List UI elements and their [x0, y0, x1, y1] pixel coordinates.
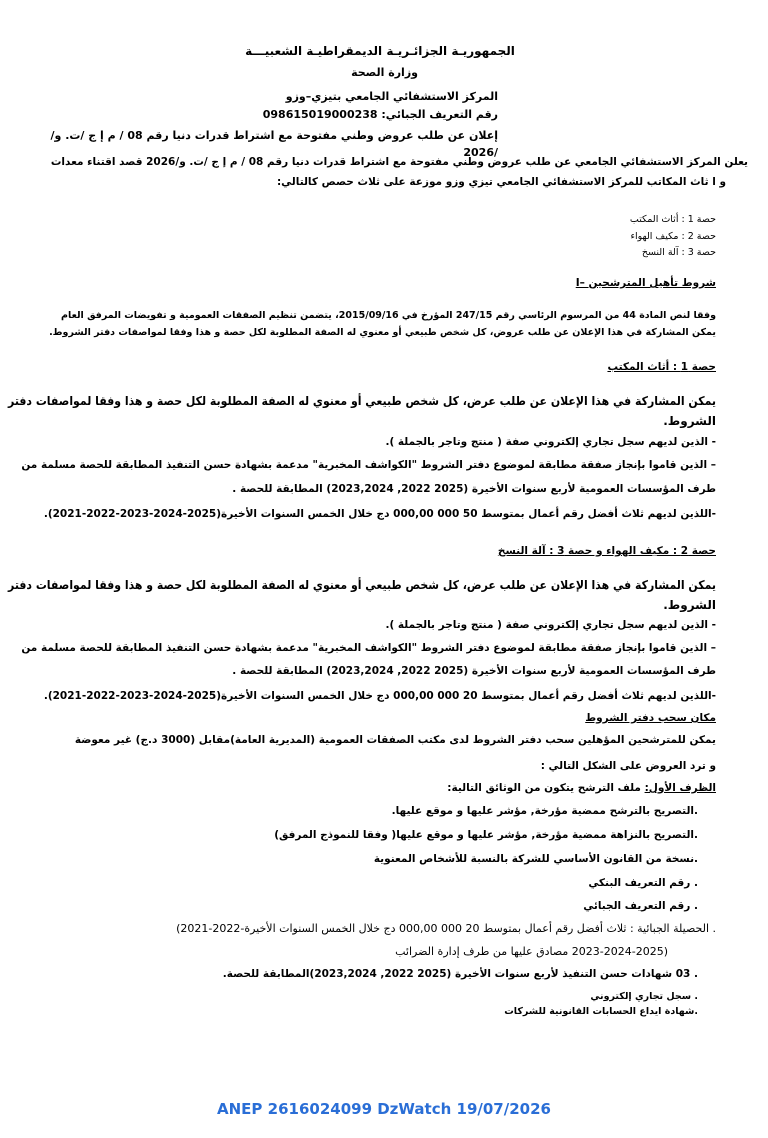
- lot1-participation-line2: الشروط.: [663, 414, 716, 428]
- lot23-heading: حصة 2 : مكيف الهواء و حصة 3 : آلة النسخ: [497, 545, 716, 557]
- ministry-name: وزارة الصحة: [351, 66, 418, 79]
- envelope-item: . 03 شهادات حسن التنفيذ لأربع سنوات الأخيرة (2025 2022, 2023,2024)المطابقة للحصة.: [222, 968, 698, 980]
- envelope-item: (2023-2024-2025 مصادق عليها من طرف إدارة الضرائب: [395, 945, 668, 958]
- envelope-item: . رقم التعريف البنكي: [588, 877, 698, 889]
- lot1-turnover: -اللذين لديهم ثلاث أفضل رقم أعمال بمتوسط 50 000 000,00 دج خلال الخمس السنوات الأخيرة(2025-2024-2023-2022-2021).: [43, 508, 716, 520]
- tax-id: رقم التعريف الجبائي: 098615019000238: [262, 108, 498, 121]
- lot23-participation-line1: يمكن المشاركة في هذا الإعلان عن طلب عرض، كل شخص طبيعي أو معنوي له الصفة المطلوبة لكل حصة و هذا وفقا لمواصفات دفتر: [7, 578, 716, 592]
- envelope-item: .نسخة من القانون الأساسي للشركة بالنسبة للأشخاص المعنوية: [373, 853, 698, 865]
- envelope-heading-label: الظرف الأول:: [644, 782, 716, 794]
- footer-reference: ANEP 2616024099 DzWatch 19/07/2026: [217, 1100, 551, 1118]
- announcement-body-line2: و ا ثاث المكاتب للمركز الاستشفائي الجامعي تيزي وزو موزعة على ثلاث حصص كالتالي:: [276, 176, 726, 188]
- lot23-turnover: -اللذين لديهم ثلاث أفضل رقم أعمال بمتوسط 20 000 000,00 دج خلال الخمس السنوات الأخيرة(2025-2024-2023-2022-2021).: [43, 690, 716, 702]
- lot1-register: - الذين لديهم سجل تجاري إلكتروني صفة ( منتج وتاجر بالجملة ).: [385, 436, 716, 448]
- lot1-heading: حصة 1 : أثاث المكتب: [607, 361, 716, 373]
- lot1-experience-line1: – الذين قاموا بإنجاز صفقة مطابقة لموضوع دفتر الشروط "الكواشف المخبرية" مدعمة بشهادة حسن التنفيذ المطابقة للحصة مسلمة من: [21, 459, 716, 471]
- conditions-line1: وفقا لنص المادة 44 من المرسوم الرئاسي رقم 247/15 المؤرخ في 2015/09/16، يتضمن تنظيم الصفقات العمومية و تفويضات المرفق العام: [61, 310, 716, 321]
- envelope-heading: [447, 782, 716, 794]
- lot-item: حصة 3 : آلة النسخ: [641, 247, 716, 258]
- envelope-item: .التصريح بالنزاهة ممضية مؤرخة, مؤشر عليها و موقع عليها( وفقا للنموذج المرفق): [274, 829, 698, 841]
- envelope-item: . الحصيلة الجبائية : ثلاث أفضل رقم أعمال بمتوسط 20 000 000,00 دج خلال الخمس السنوات الأخيرة-2022-2021): [176, 922, 716, 935]
- withdrawal-heading: مكان سحب دفتر الشروط: [585, 712, 716, 724]
- lot23-register: - الذين لديهم سجل تجاري إلكتروني صفة ( منتج وتاجر بالجملة ).: [385, 619, 716, 631]
- lot-item: حصة 2 : مكيف الهواء: [630, 231, 716, 242]
- conditions-line2: يمكن المشاركة في هذا الإعلان عن طلب عروض، كل شخص طبيعي أو معنوي له الصفة المطلوبة لكل حصة و هذا وفقا لمواصفات دفتر الشروط.: [49, 327, 716, 338]
- envelope-item: .التصريح بالترشح ممضية مؤرخة, مؤشر عليها و موقع عليها.: [391, 805, 698, 817]
- announcement-body-line1: يعلن المركز الاستشفائي الجامعي عن طلب عروض وطني مفتوحة مع اشتراط قدرات دنيا رقم 08 / م إ ج /ت. و/2026 قصد اقتناء معدات: [50, 156, 748, 168]
- lot-item: حصة 1 : أثاث المكتب: [629, 214, 716, 225]
- republic-title: الجمهوريـة الجزائـريـة الديمقراطيـة الشعبيـــة: [245, 44, 515, 58]
- envelope-item: . رقم التعريف الجبائي: [583, 900, 698, 912]
- conditions-heading: I– شروط تأهيل المترشحين: [575, 277, 716, 289]
- lot23-experience-line2: طرف المؤسسات العمومية لأربع سنوات الأخيرة (2025 2022, 2023,2024) المطابقة للحصة .: [232, 665, 716, 677]
- withdrawal-line1: يمكن للمترشحين المؤهلين سحب دفتر الشروط لدى مكتب الصفقات العمومية (المديرية العامة)مقابل (3000 د.ج) غير معوضة: [74, 734, 716, 746]
- envelope-item: . سجل تجاري إلكتروني: [590, 991, 698, 1002]
- lot23-experience-line1: – الذين قاموا بإنجاز صفقة مطابقة لموضوع دفتر الشروط "الكواشف المخبرية" مدعمة بشهادة حسن التنفيذ المطابقة للحصة مسلمة من: [21, 642, 716, 654]
- lot1-experience-line2: طرف المؤسسات العمومية لأربع سنوات الأخيرة (2025 2022, 2023,2024) المطابقة للحصة .: [232, 483, 716, 495]
- envelope-heading-text: ملف الترشح يتكون من الوثائق التالية:: [447, 782, 645, 794]
- lot1-participation-line1: يمكن المشاركة في هذا الإعلان عن طلب عرض، كل شخص طبيعي أو معنوي له الصفة المطلوبة لكل حصة و هذا وفقا لمواصفات دفتر: [7, 394, 716, 408]
- center-name: المركز الاستشفائي الجامعي بتيزي–وزو: [285, 90, 498, 103]
- announcement-title-year: 2026/: [463, 146, 498, 159]
- announcement-title: إعلان عن طلب عروض وطني مفتوحة مع اشتراط قدرات دنيا رقم 08 / م إ ج /ت. و/: [50, 129, 498, 142]
- withdrawal-line2: و ترد العروض على الشكل التالي :: [540, 760, 716, 772]
- envelope-item: .شهادة ايداع الحسابات القانونية للشركات: [504, 1006, 698, 1017]
- lot23-participation-line2: الشروط.: [663, 598, 716, 612]
